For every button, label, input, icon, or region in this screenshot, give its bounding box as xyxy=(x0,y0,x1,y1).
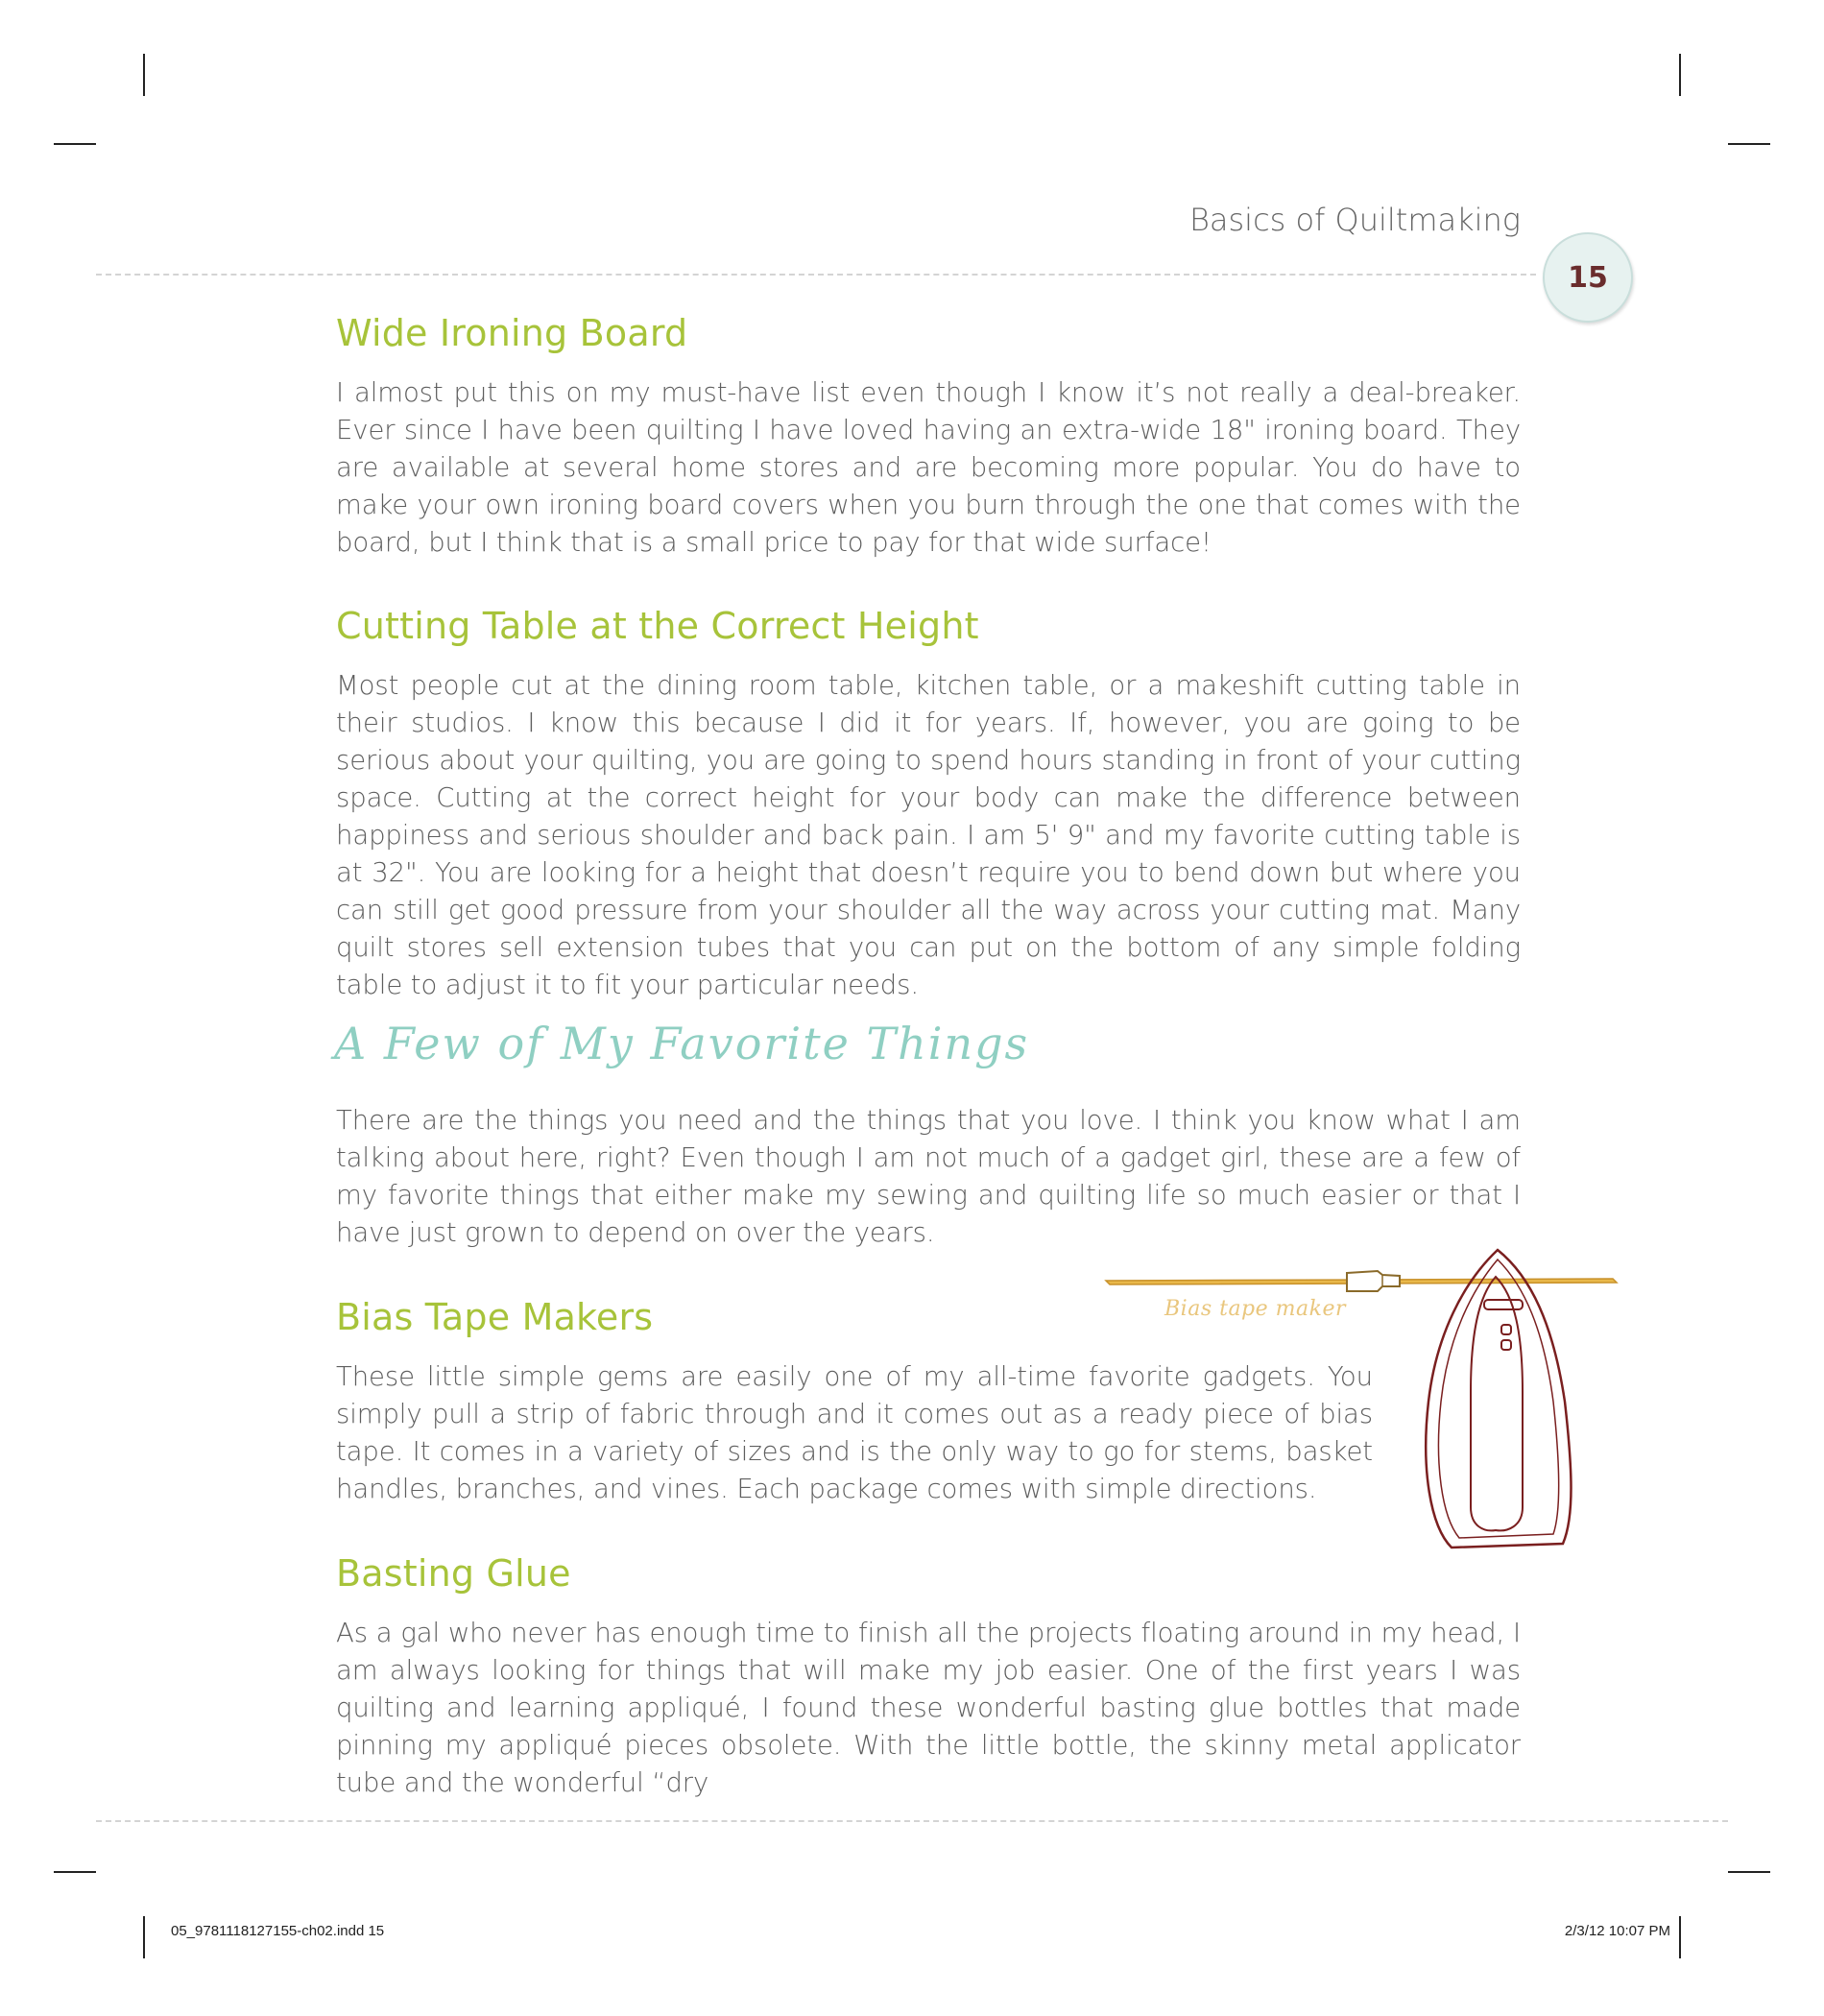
section-heading-wide-ironing-board: Wide Ironing Board xyxy=(336,312,688,354)
section-heading-basting-glue: Basting Glue xyxy=(336,1552,571,1595)
paragraph-basting-glue: As a gal who never has enough time to finish all the projects floating around in my head, I am always looking for things that will make my job easier. One of the first years I was quilting and learning appliqué, I found these wonderful basting glue bottles that made pinning my appliqué pieces obsolete. With the little bottle, the skinny metal applicator tube and the wonderful “dry xyxy=(336,1618,1521,1798)
page-number-badge: 15 xyxy=(1543,232,1633,323)
crop-mark xyxy=(1679,1916,1681,1958)
iron-dial xyxy=(1484,1300,1523,1309)
section-heading-favorite-things: A Few of My Favorite Things xyxy=(334,1018,1030,1069)
iron-handle xyxy=(1471,1277,1523,1530)
illustration-caption: Bias tape maker xyxy=(1164,1297,1346,1321)
paragraph-bias-tape-makers: These little simple gems are easily one of my all-time favorite gadgets. You simply pull a strip of fabric through and it comes out as a ready piece of bias tape. It comes in a variety of sizes and is the only way to go for stems, basket handles, branches, and vines. Each package comes with simple directions. xyxy=(336,1361,1373,1504)
section-heading-bias-tape-makers: Bias Tape Makers xyxy=(336,1296,654,1338)
section-heading-cutting-table: Cutting Table at the Correct Height xyxy=(336,605,979,647)
crop-mark xyxy=(143,54,145,96)
bias-tape-maker-tool xyxy=(1347,1271,1400,1291)
header-divider xyxy=(96,274,1536,276)
crop-mark xyxy=(54,1871,96,1873)
crop-mark xyxy=(143,1916,145,1958)
paragraph-favorite-things: There are the things you need and the things that you love. I think you know what I am talking about here, right? Even though I am not much of a gadget girl, these are a few of my favorite things that either make my sewing and quilting life so much easier or that I have just grown to depend on over the years. xyxy=(336,1105,1521,1248)
iron-outline xyxy=(1426,1250,1571,1548)
paragraph-wide-ironing-board: I almost put this on my must-have list even though I know it’s not really a deal-breaker. Ever since I have been quilting I have loved having an extra-wide 18" ironing board. They are available at several home stores and are becoming more popular. You do have to make your own ironing board covers when you burn through the one that comes with the board, but I think that is a small price to pay for that wide surface! xyxy=(336,377,1521,558)
crop-mark xyxy=(1679,54,1681,96)
running-head: Basics of Quiltmaking xyxy=(1188,202,1521,238)
slug-file-info: 05_9781118127155-ch02.indd 15 xyxy=(171,1923,385,1939)
footer-divider xyxy=(96,1820,1728,1822)
crop-mark xyxy=(54,143,96,145)
paragraph-cutting-table: Most people cut at the dining room table, kitchen table, or a makeshift cutting table in their studios. I know this because I did it for years. If, however, you are going to be serious about your quilting, you are going to spend hours standing in front of your cutting space. Cutting at the correct height for your body can make the difference between happiness and serious shoulder and back pain. I am 5' 9" and my favorite cutting table is at 32". You are looking for a height that doesn’t require you to bend down but where you can still get good pressure from your shoulder all the way across your cutting mat. Many quilt stores sell extension tubes that you can put on the bottom of any simple folding table to adjust it to fit your particular needs. xyxy=(336,670,1521,1000)
crop-mark xyxy=(1728,1871,1770,1873)
slug-date-info: 2/3/12 10:07 PM xyxy=(1564,1923,1670,1939)
crop-mark xyxy=(1728,143,1770,145)
bias-tape-maker-illustration xyxy=(1094,1238,1632,1560)
